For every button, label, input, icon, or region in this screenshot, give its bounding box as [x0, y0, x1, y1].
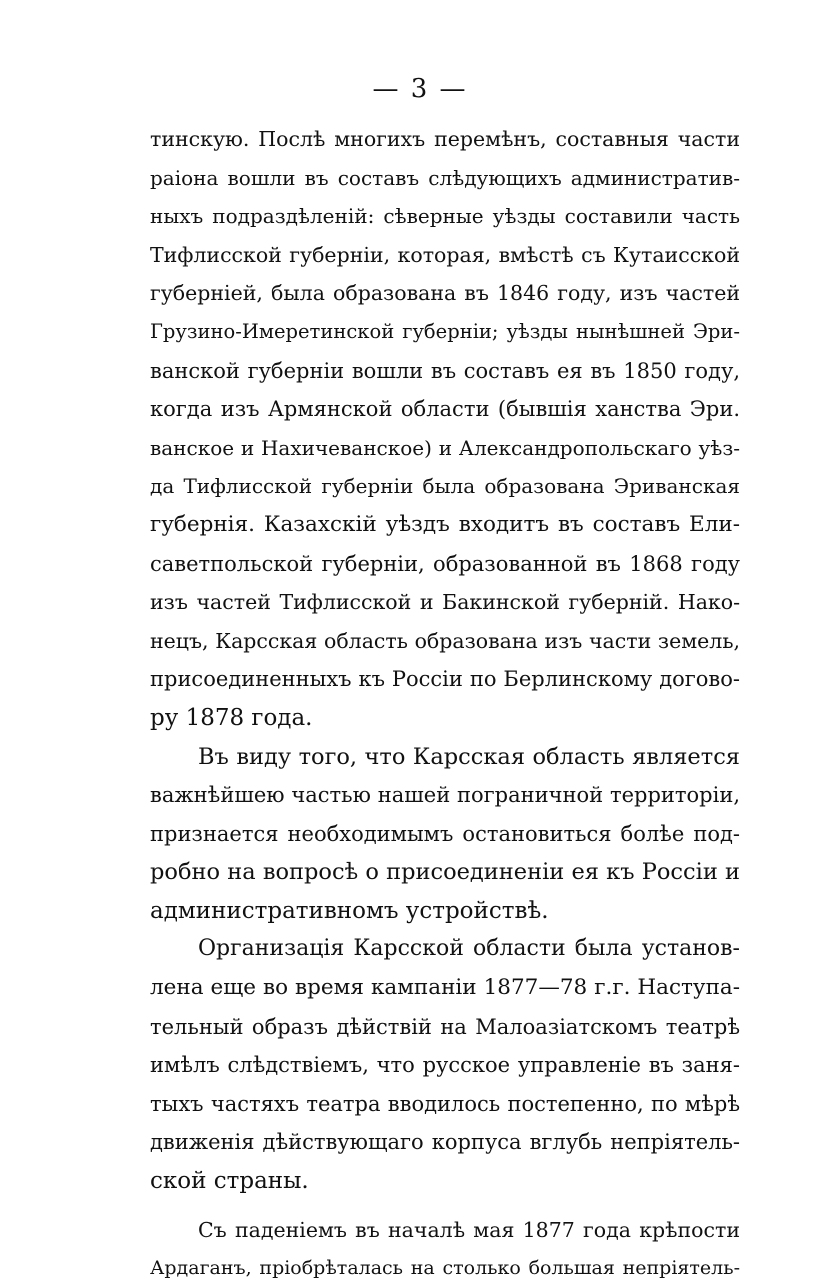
text-line: губерніей, была образована въ 1846 году, изъ частей: [150, 281, 740, 306]
text-line: Въ виду того, что Карсская область является: [198, 743, 740, 770]
text-line: тыхъ частяхъ театра вводилось постепенно, по мѣрѣ: [150, 1091, 740, 1116]
text-line: нецъ, Карсская область образована изъ части земель,: [150, 628, 740, 653]
body-text: [150, 120, 740, 1288]
text-line: ванской губерніи вошли въ составъ ея въ 1850 году,: [150, 358, 740, 383]
text-line: Съ паденіемъ въ началѣ мая 1877 года крѣпости: [198, 1217, 740, 1242]
text-line: важнѣйшею частью нашей пограничной территоріи,: [150, 783, 740, 808]
text-line: признается необходимымъ остановиться болѣе под-: [150, 821, 740, 846]
text-line: Грузино-Имеретинской губерніи; уѣзды нынѣшней Эри-: [150, 319, 740, 343]
text-line: ванское и Нахичеванское) и Александропольскаго уѣз-: [150, 435, 740, 460]
paragraph: [150, 930, 740, 1200]
text-line: раіона вошли въ составъ слѣдующихъ административ-: [150, 165, 740, 190]
paragraph: [150, 1211, 740, 1288]
paragraph: [150, 120, 740, 738]
text-line: ныхъ подраздѣленій: сѣверные уѣзды составили часть: [150, 204, 740, 229]
text-line: Тифлисской губерніи, которая, вмѣстѣ съ Кутаисской: [150, 242, 740, 267]
text-line: да Тифлисской губерніи была образована Эриванская: [150, 474, 740, 499]
text-line: административномъ устройствѣ.: [150, 897, 549, 924]
text-line: присоединенныхъ къ Россіи по Берлинскому догово-: [150, 667, 740, 692]
text-line: тинскую. Послѣ многихъ перемѣнъ, составныя части: [150, 127, 740, 151]
paragraph-spacer: [150, 1201, 740, 1211]
text-line: имѣлъ слѣдствіемъ, что русское управленіе въ заня-: [150, 1053, 740, 1078]
text-line: робно на вопросѣ о присоединеніи ея къ Россіи и: [150, 859, 740, 886]
text-line: лена еще во время кампаніи 1877—78 г.г. Наступа-: [150, 975, 740, 1001]
paragraph: [150, 738, 740, 931]
text-line: ской страны.: [150, 1168, 309, 1195]
page-number: — 3 —: [372, 74, 468, 104]
text-line: изъ частей Тифлисской и Бакинской губерній. Нако-: [150, 590, 740, 615]
text-line: саветпольской губерніи, образованной въ 1868 году: [150, 551, 740, 576]
text-line: Организація Карсской области была установ-: [198, 936, 740, 962]
text-line: губернія. Казахскій уѣздъ входитъ въ составъ Ели-: [150, 511, 740, 537]
text-line: ру 1878 года.: [150, 704, 313, 731]
text-line: когда изъ Армянской области (бывшія ханства Эри.: [150, 397, 740, 422]
text-line: движенія дѣйствующаго корпуса вглубь непріятель-: [150, 1130, 740, 1155]
text-line: тельный образъ дѣйствій на Малоазіатскомъ театрѣ: [150, 1014, 740, 1039]
text-line: Ардаганъ, пріобрѣталась на столько большая непріятель-: [150, 1257, 740, 1280]
